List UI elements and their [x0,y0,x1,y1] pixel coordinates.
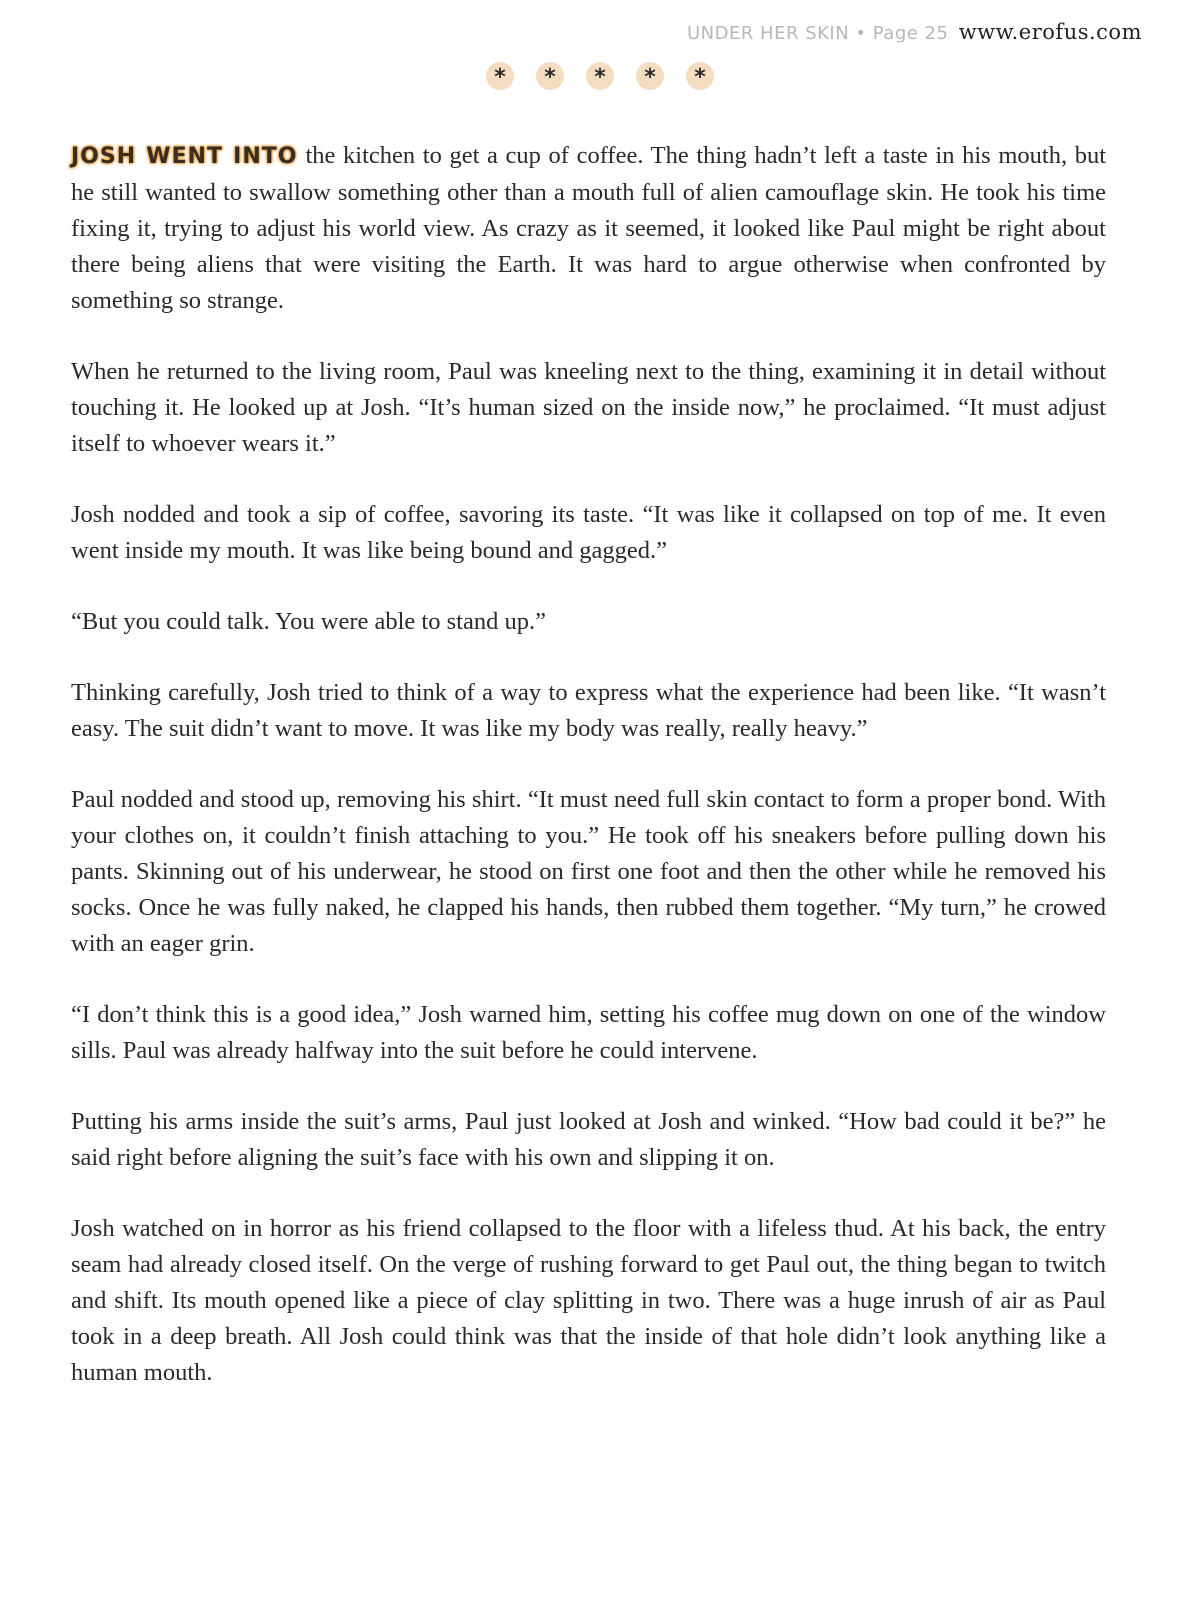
asterisk-icon: * [486,62,514,90]
section-separator [0,62,1200,90]
paragraph: Paul nodded and stood up, removing his shirt. “It must need full skin contact to form a proper bond. With your clothes on, it couldn’t finish attaching to you.” He took off his sneakers before pulling down his pants. Skinning out of his underwear, he stood on first one foot and then the other while he removed his socks. Once he was fully naked, he clapped his hands, then rubbed them together. “My turn,” he crowed with an eager grin. [71,786,1106,957]
paragraph: Josh nodded and took a sip of coffee, savoring its taste. “It was like it collapsed on top of me. It even went inside my mouth. It was like being bound and gagged.” [71,501,1106,564]
asterisk-icon: * [586,62,614,90]
asterisk-icon: * [636,62,664,90]
asterisk-icon: * [686,62,714,90]
paragraph: “I don’t think this is a good idea,” Josh warned him, setting his coffee mug down on one of the window sills. Paul was already halfway into the suit before he could intervene. [71,1001,1106,1064]
paragraph [71,138,1106,319]
story-body [71,138,1106,1426]
watermark: www.erofus.com [958,20,1142,44]
paragraph: Josh watched on in horror as his friend collapsed to the floor with a lifeless thud. At his back, the entry seam had already closed itself. On the verge of rushing forward to get Paul out, the thing began to twitch and shift. Its mouth opened like a piece of clay splitting in two. There was a huge inrush of air as Paul took in a deep breath. All Josh could think was that the inside of that hole didn’t look anything like a human mouth. [71,1215,1106,1386]
paragraph: “But you could talk. You were able to stand up.” [71,608,546,635]
paragraph: When he returned to the living room, Paul was kneeling next to the thing, examining it in detail without touching it. He looked up at Josh. “It’s human sized on the inside now,” he proclaimed. “It must adjust itself to whoever wears it.” [71,358,1106,457]
running-title: UNDER HER SKIN • Page 25 [686,23,949,44]
paragraph-text: the kitchen to get a cup of coffee. The thing hadn’t left a taste in his mouth, but he still wanted to swallow something other than a mouth full of alien camouflage skin. He took his time fixing it, trying to adjust his world view. As crazy as it seemed, it looked like Paul might be right about there being aliens that were visiting the Earth. It was hard to argue otherwise when confronted by something so strange. [71,142,1106,314]
running-header [687,20,1142,44]
paragraph: Putting his arms inside the suit’s arms, Paul just looked at Josh and winked. “How bad could it be?” he said right before aligning the suit’s face with his own and slipping it on. [71,1108,1106,1171]
paragraph: Thinking carefully, Josh tried to think of a way to express what the experience had been like. “It wasn’t easy. The suit didn’t want to move. It was like my body was really, really heavy.” [71,679,1106,742]
asterisk-icon: * [536,62,564,90]
lead-in-text: JOSH WENT INTO [71,144,298,169]
